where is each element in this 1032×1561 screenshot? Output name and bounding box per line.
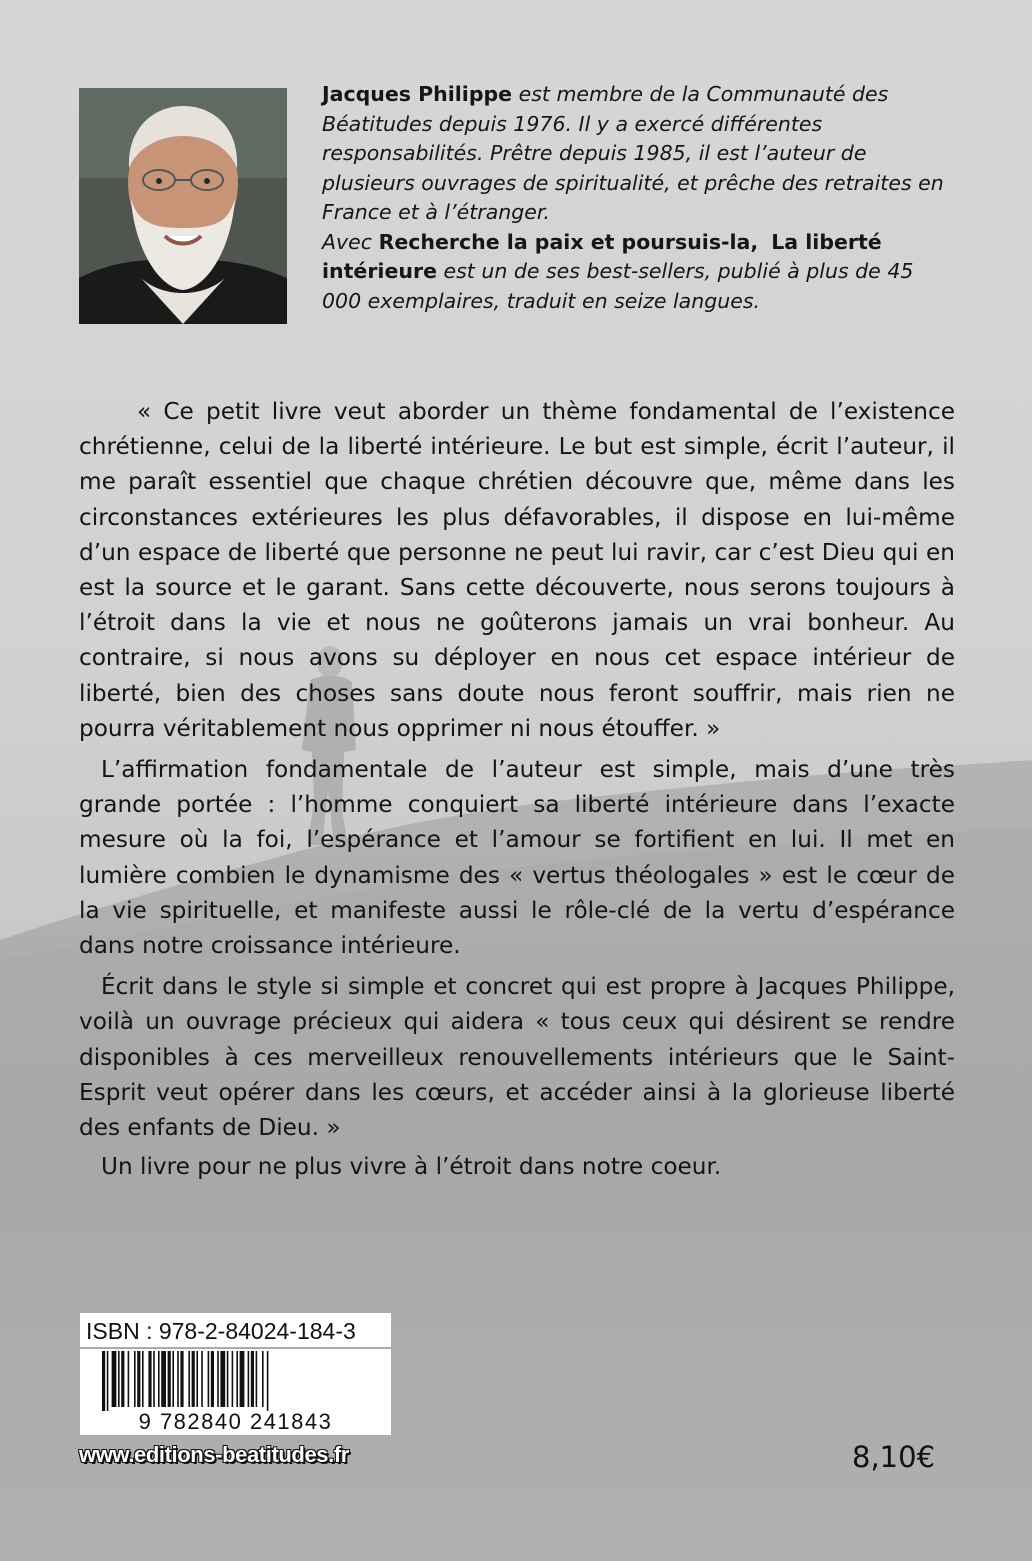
- barcode-bar: [188, 1351, 190, 1407]
- book-description: [79, 394, 955, 1184]
- barcode-bar: [236, 1351, 238, 1407]
- barcode-bar: [158, 1351, 160, 1407]
- publisher-website: www.editions-beatitudes.fr: [79, 1442, 349, 1467]
- author-bio: [322, 80, 958, 316]
- bio-text-2: est un de ses best-sellers, publié à plus de 45 000 exemplaires, traduit en seize langues.: [322, 259, 914, 313]
- isbn-label: ISBN : 978-2-84024-184-3: [79, 1312, 392, 1348]
- barcode-bar: [192, 1351, 195, 1407]
- barcode-bar: [217, 1351, 219, 1407]
- barcode-bar: [128, 1351, 130, 1407]
- barcode-bar: [180, 1351, 183, 1407]
- barcode-bar: [208, 1351, 210, 1407]
- barcode-bar: [137, 1351, 140, 1407]
- description-paragraph-4: Un livre pour ne plus vivre à l’étroit dans notre coeur.: [101, 1153, 722, 1181]
- barcode-bar: [112, 1351, 117, 1407]
- barcode-bar: [201, 1351, 203, 1407]
- barcode-bar: [196, 1351, 198, 1407]
- barcode-bar: [262, 1351, 264, 1407]
- barcode-bar: [211, 1351, 214, 1407]
- barcode-bar: [102, 1351, 105, 1411]
- barcode-bar: [267, 1351, 269, 1411]
- barcode-digits: 9 782840 241843: [138, 1409, 333, 1434]
- barcode-bar: [134, 1351, 136, 1407]
- barcode-bar: [240, 1351, 245, 1407]
- barcode-bar: [161, 1351, 166, 1407]
- barcode-bar: [227, 1351, 229, 1407]
- bio-avec: Avec: [322, 229, 379, 254]
- description-paragraph-1: « Ce petit livre veut aborder un thème fondamental de l’existence chrétienne, celui de la liberté intérieure. Le but est simple, écrit l’auteur, il me paraît essentiel que chaque chrétien découvre que, même dans les circonstances extérieures les plus défavorables, il dispose en lui-même d’un espace de liberté que personne ne peut lui ravir, car c’est Dieu qui en est la source et le garant. Sans cette découverte, nous serons toujours à l’étroit dans la vie et nous ne goûterons jamais un vrai bonheur. Au contraire, si nous avons su déployer en nous cet espace intérieur de liberté, bien des choses sans doute nous feront souffrir, mais rien ne pourra véritablement nous opprimer ni nous étouffer. »: [79, 398, 955, 742]
- bio-title-2: La liberté intérieure: [322, 229, 882, 283]
- price: 8,10€: [852, 1440, 936, 1474]
- author-portrait: [79, 88, 287, 324]
- barcode-bar: [121, 1351, 124, 1407]
- barcode: [79, 1348, 392, 1436]
- barcode-bar: [172, 1351, 174, 1407]
- barcode-bar: [118, 1351, 120, 1407]
- barcode-bar: [256, 1351, 258, 1407]
- barcode-bar: [142, 1351, 144, 1407]
- barcode-bar: [232, 1351, 234, 1407]
- description-paragraph-2: L’affirmation fondamentale de l’auteur est simple, mais d’une très grande portée : l’homme conquiert sa liberté intérieure dans l’exacte mesure où la foi, l’espérance et l’amour se fortifient en lui. Il met en lumière combien le dynamisme des « vertus théologales » est le cœur de la vie spirituelle, et manifeste aussi le rôle-clé de la vertu d’espérance dans notre croissance intérieure.: [79, 756, 955, 960]
- author-name: Jacques Philippe: [322, 82, 513, 106]
- barcode-bar: [153, 1351, 155, 1407]
- barcode-bars: [80, 1351, 393, 1411]
- description-paragraph-3: Écrit dans le style si simple et concret qui est propre à Jacques Philippe, voilà un ouvrage précieux qui aidera « tous ceux qui désirent se rendre disponibles à ces merveilleux renouvellements intérieurs que le Saint-Esprit veut opérer dans les cœurs, et accéder ainsi à la glorieuse liberté des enfants de Dieu. »: [79, 973, 955, 1142]
- barcode-bar: [148, 1351, 151, 1407]
- barcode-bar: [168, 1351, 171, 1407]
- barcode-bar: [177, 1351, 179, 1407]
- barcode-bar: [107, 1351, 109, 1411]
- bio-text-1: est membre de la Communauté des Béatitudes depuis 1976. Il y a exercé différentes responsabilités. Prêtre depuis 1985, il est l’auteur de plusieurs ouvrages de spiritualité, et prêche des retraites en France et à l’étranger.: [322, 82, 944, 224]
- bio-title-1: Recherche la paix et poursuis-la,: [378, 229, 759, 254]
- barcode-bar: [251, 1351, 254, 1407]
- barcode-bar: [248, 1351, 250, 1407]
- barcode-bar: [220, 1351, 225, 1407]
